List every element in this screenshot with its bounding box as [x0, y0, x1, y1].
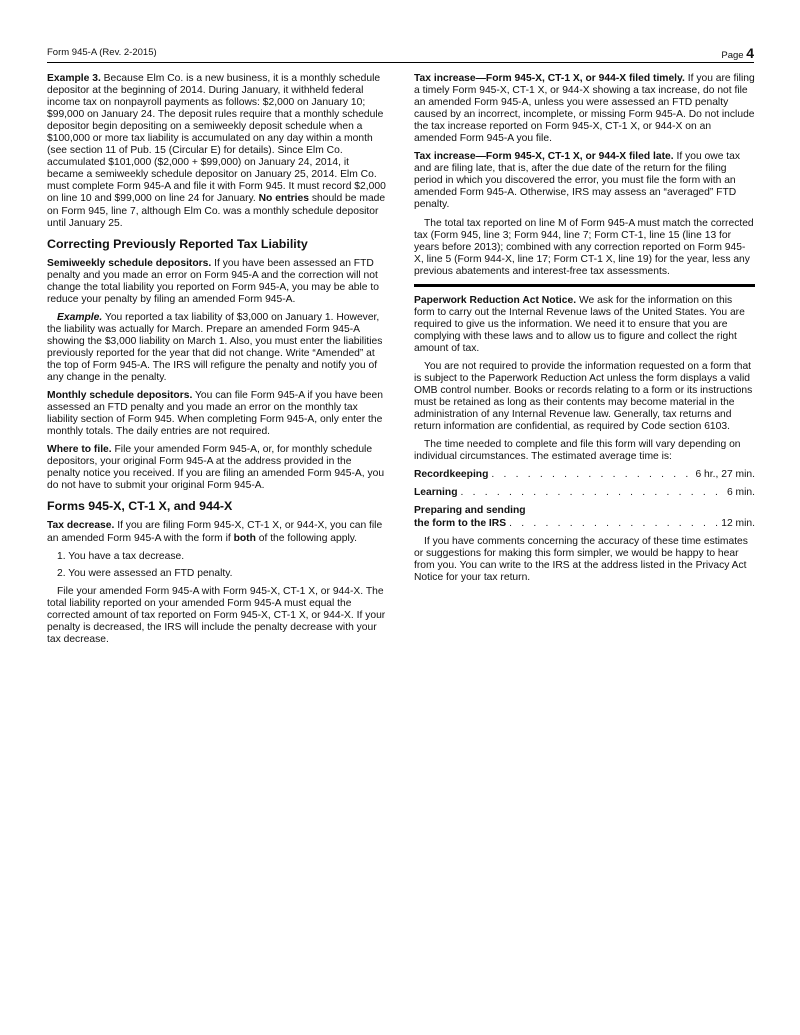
form-id: Form 945-A (Rev. 2-2015) [47, 47, 157, 58]
time-row-learning: Learning . . . 6 min. [414, 487, 755, 499]
right-column [414, 73, 755, 590]
heading-correcting: Correcting Previously Reported Tax Liability [47, 236, 308, 251]
list-item: 2. You were assessed an FTD penalty. [57, 567, 233, 579]
conditions-list [47, 551, 387, 580]
time-row-preparing: Preparing and sending the form to the IRS . . . 12 min. [414, 505, 755, 529]
page-header [47, 44, 754, 63]
example-paragraph: Example. You reported a tax liability of $3,000 on January 1. However, the liability was actually for March. Prepare an amended Form 945-A showing the $3,000 liability on March 1. Also, you must enter the liabilities previously reported for the year that did not change. Write “Amended” at the top of Form 945-A. The IRS will refigure the penalty and notify you of any change in the penalty. [47, 311, 383, 384]
tax-increase-late-paragraph: Tax increase—Form 945-X, CT-1 X, or 944-X filed late. If you owe tax and are filing late, that is, after the due date of the return for the filing period in which you discovered the error, you must file the form with an amended Form 945-A. Otherwise, IRS may assess an “averaged” FTD penalty. [414, 151, 741, 211]
total-tax-paragraph: The total tax reported on line M of Form 945-A must match the corrected tax (Form 945, line 3; Form 944, line 7; Form CT-1, line 15 (line 13 for years before 2013); combined with any correction reported on Form 945-X, line 5 (Form 944-X, line 17; Form CT-1 X, line 19) for the year, less any previous abatements and interest-free tax assessments. [414, 217, 754, 277]
time-row-recordkeeping: Recordkeeping . . . 6 hr., 27 min. [414, 469, 755, 481]
tax-increase-timely-paragraph: Tax increase—Form 945-X, CT-1 X, or 944-X filed timely. If you are filing a timely Form 945-X, CT-1 X, or 944-X showing a tax increase, do not file an amended Form 945-A, unless you were assessed an FTD penalty caused by an incorrect, incomplete, or missing Form 945-A. Do not include the tax increase reported on Form 945-X, CT-1 X, or 944-X on an amended Form 945-A you file. [414, 73, 755, 145]
page-number: Page 4 [721, 45, 754, 61]
time-needed-paragraph: The time needed to complete and file this form will vary depending on individual circumstances. The estimated average time is: [414, 439, 741, 463]
heading-forms: Forms 945-X, CT-1 X, and 944-X [47, 499, 233, 514]
list-item: 1. You have a tax decrease. [57, 550, 185, 562]
comments-paragraph: If you have comments concerning the accuracy of these time estimates or suggestions for making this form simpler, we would be happy to hear from you. You can write to the IRS at the address listed in the Privacy Act Notice for your tax return. [414, 535, 748, 583]
where-to-file-paragraph: Where to file. File your amended Form 945-A, or, for monthly schedule depositors, your original Form 945-A at the address provided in the penalty notice you received. If you are filing an amended Form 945-A, you do not have to submit your original Form 945-A. [47, 444, 385, 492]
monthly-paragraph: Monthly schedule depositors. You can file Form 945-A if you have been assessed an FTD penalty and you made an error on the monthly tax liability section of Form 945. When completing Form 945-A, only enter the monthly totals. The daily entries are not required. [47, 390, 383, 438]
left-column [47, 73, 387, 652]
not-required-paragraph: You are not required to provide the information requested on a form that is subject to the Paperwork Reduction Act unless the form displays a valid OMB control number. Books or records relating to a form or its instructions must be retained as long as their contents may become material in the administration of any Internal Revenue law. Generally, tax returns and return information are confidential, as required by Code section 6103. [414, 360, 753, 433]
example-3-paragraph: Example 3. Because Elm Co. is a new business, it is a monthly schedule depositor at the beginning of 2014. During January, it withheld federal income tax on nonpayroll payments as follows: $2,000 on January 10; $99,000 on January 24. The deposit rules require that a monthly schedule depositor begin depositing on a semiweekly deposit schedule when a $100,000 or more tax liability is accumulated on any day within a month (see section 11 of Pub. 15 (Circular E) for details). Since Elm Co. accumulated $101,000 ($2,000 + $99,000) on January 24, 2014, it became a semiweekly schedule depositor on January 25, 2014. Elm Co. must complete Form 945-A and file it with Form 945. It must record $2,000 on line 10 and $99,000 on line 24 for January. No entries should be made on Form 945, line 7, although Elm Co. was a monthly schedule depositor until January 25. [47, 73, 386, 229]
file-amended-paragraph: File your amended Form 945-A with Form 945-X, CT-1 X, or 944-X. The total liability reported on your amended Form 945-A must equal the corrected amount of tax reported on Form 945-X, CT-1 X, or 944-X. If your penalty is decreased, the IRS will include the penalty decrease with your tax decrease. [47, 585, 386, 645]
paperwork-reduction-paragraph: Paperwork Reduction Act Notice. We ask for the information on this form to carry out the Internal Revenue laws of the United States. You are required to give us the information. We need it to ensure that you are complying with these laws and to allow us to figure and collect the right amount of tax. [414, 294, 745, 354]
section-divider [414, 284, 755, 287]
semiweekly-paragraph: Semiweekly schedule depositors. If you have been assessed an FTD penalty and you made an error on Form 945-A and the correction will not change the total liability you reported on Form 945-A, you may be able to reduce your penalty by filing an amended Form 945-A. [47, 257, 379, 305]
tax-decrease-paragraph: Tax decrease. If you are filing Form 945-X, CT-1 X, or 944-X, you can file an amended Form 945-A with the form if both of the following apply. [47, 520, 383, 544]
